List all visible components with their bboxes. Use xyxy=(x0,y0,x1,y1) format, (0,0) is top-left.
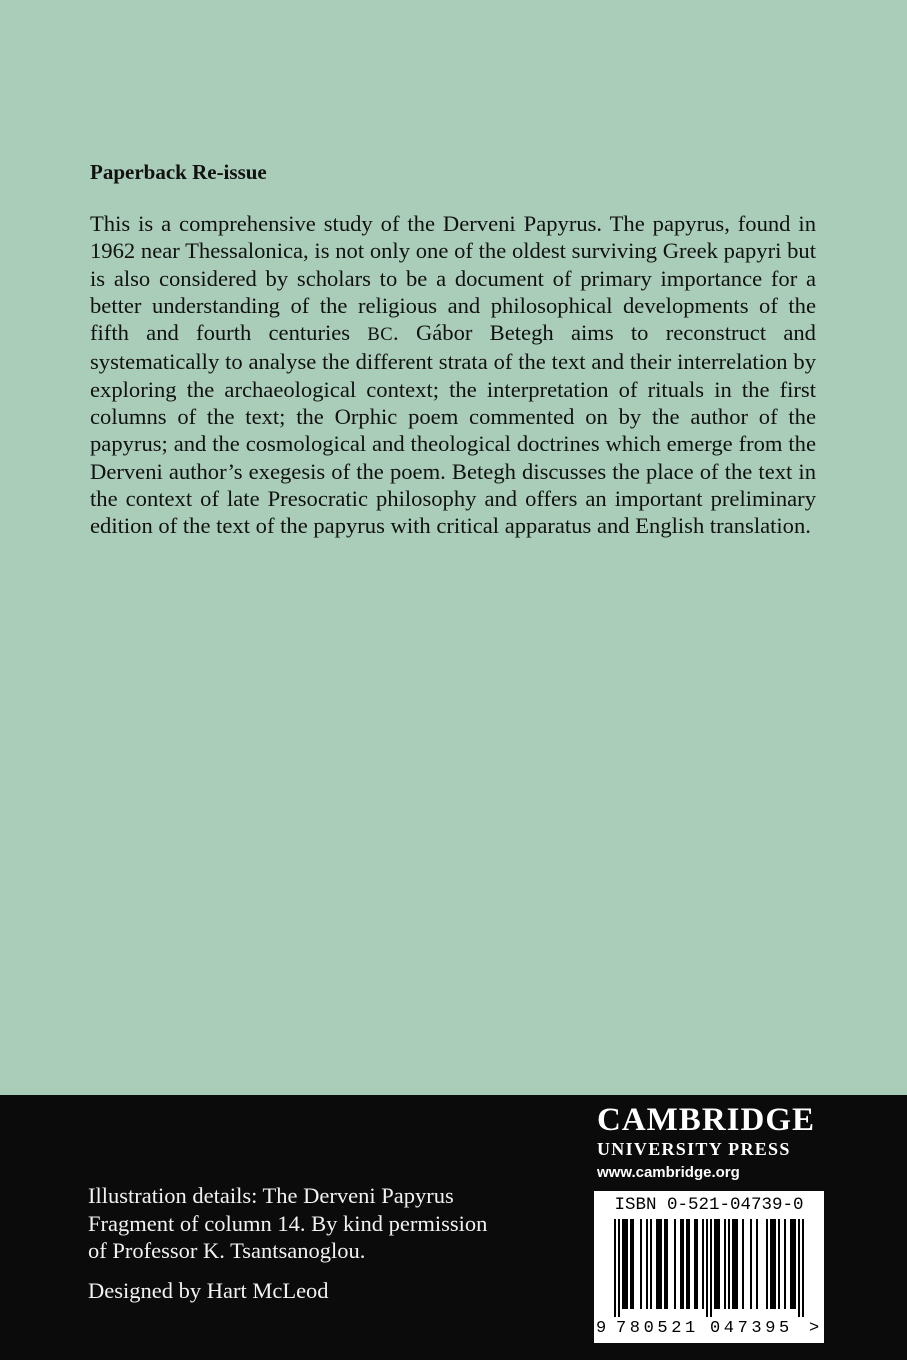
barcode-left-group: 780521 xyxy=(616,1319,699,1338)
barcode-bar xyxy=(630,1219,632,1309)
isbn-barcode-box xyxy=(594,1191,824,1343)
barcode-bar xyxy=(716,1219,718,1309)
barcode-bar xyxy=(732,1219,734,1309)
designer-credit: Designed by Hart McLeod xyxy=(88,1277,329,1303)
barcode-icon xyxy=(602,1219,816,1317)
barcode-bar xyxy=(794,1219,796,1309)
barcode-bar xyxy=(702,1219,704,1309)
barcode-bar xyxy=(680,1219,682,1309)
barcode-bar xyxy=(728,1219,730,1309)
credits-block xyxy=(88,1182,487,1304)
barcode-right-group: 047395 xyxy=(710,1319,793,1338)
barcode-bar xyxy=(756,1219,758,1309)
barcode-bar xyxy=(666,1219,668,1309)
publisher-logo xyxy=(597,1102,825,1181)
barcode-bar xyxy=(622,1219,624,1309)
illustration-credit-line2: Fragment of column 14. By kind permission xyxy=(88,1210,488,1236)
barcode-bar xyxy=(660,1219,662,1309)
barcode-bar xyxy=(750,1219,752,1309)
barcode-bar xyxy=(686,1219,688,1309)
barcode-bar xyxy=(624,1219,626,1309)
barcode-bar xyxy=(664,1219,666,1309)
section-heading: Paperback Re-issue xyxy=(90,160,267,184)
barcode-bar xyxy=(766,1219,768,1309)
description-text-part1: This is a comprehensive study of the Derveni Papyrus. The papyrus, found in 1962 near Thessalonica, is not only one of the oldest surviving Greek papyri but is also considered by scholars to be a document of primary importance for a better understanding of the religious and philosophical developments of the fifth and fourth centuries xyxy=(90,211,816,346)
barcode-bar xyxy=(696,1219,698,1309)
barcode-bar xyxy=(770,1219,772,1309)
illustration-credit-line3: of Professor K. Tsantsanoglou. xyxy=(88,1238,366,1263)
barcode-bar xyxy=(714,1219,716,1309)
barcode-bar xyxy=(646,1219,648,1309)
publisher-subname: UNIVERSITY PRESS xyxy=(597,1139,791,1159)
barcode-bar xyxy=(772,1219,774,1309)
barcode-bar xyxy=(710,1219,712,1317)
barcode-bar xyxy=(790,1219,792,1309)
barcode-bar xyxy=(682,1219,684,1309)
barcode-bar xyxy=(656,1219,658,1309)
barcode-first-digit: 9 xyxy=(596,1319,607,1338)
publisher-name: CAMBRIDGE xyxy=(597,1102,816,1138)
barcode-end-mark: > xyxy=(809,1319,820,1338)
barcode-bar xyxy=(798,1219,800,1317)
barcode-bar xyxy=(742,1219,744,1309)
barcode-bar xyxy=(792,1219,794,1309)
barcode-bar xyxy=(658,1219,660,1309)
barcode-bar xyxy=(694,1219,696,1309)
description-text-part2: . Gábor Betegh aims to reconstruct and systematically to analyse the different strata of the text and their interrelation by exploring the archaeological context; the interpretation of rituals in the first columns of the text; the Orphic poem commented on by the author of the papyrus; and the cosmological and theological doctrines which emerge from the Derveni author’s exegesis of the poem. Betegh discusses the place of the text in the context of late Presocratic philosophy and offers an important preliminary edition of the text of the papyrus with critical apparatus and English translation. xyxy=(90,320,816,539)
barcode-bar xyxy=(674,1219,676,1309)
barcode-bar xyxy=(718,1219,720,1309)
era-abbreviation: BC xyxy=(367,324,394,346)
barcode-bar xyxy=(774,1219,776,1309)
barcode-bar xyxy=(614,1219,616,1317)
isbn-label: ISBN 0-521-04739-0 xyxy=(614,1195,804,1215)
barcode-bar xyxy=(736,1219,738,1309)
barcode-bar xyxy=(706,1219,708,1317)
barcode-bar xyxy=(802,1219,804,1317)
illustration-credit-line1: Illustration details: The Derveni Papyrus xyxy=(88,1183,454,1208)
barcode-bar xyxy=(618,1219,620,1317)
barcode-bar xyxy=(784,1219,786,1309)
description-paragraph xyxy=(90,210,816,540)
barcode-bar xyxy=(734,1219,736,1309)
publisher-url: www.cambridge.org xyxy=(597,1164,740,1181)
barcode-bar xyxy=(724,1219,726,1309)
barcode-bar xyxy=(688,1219,690,1309)
barcode-bar xyxy=(626,1219,628,1309)
barcode-bar xyxy=(778,1219,780,1309)
barcode-bar xyxy=(640,1219,642,1309)
barcode-bar xyxy=(650,1219,652,1309)
barcode-bar xyxy=(632,1219,634,1309)
